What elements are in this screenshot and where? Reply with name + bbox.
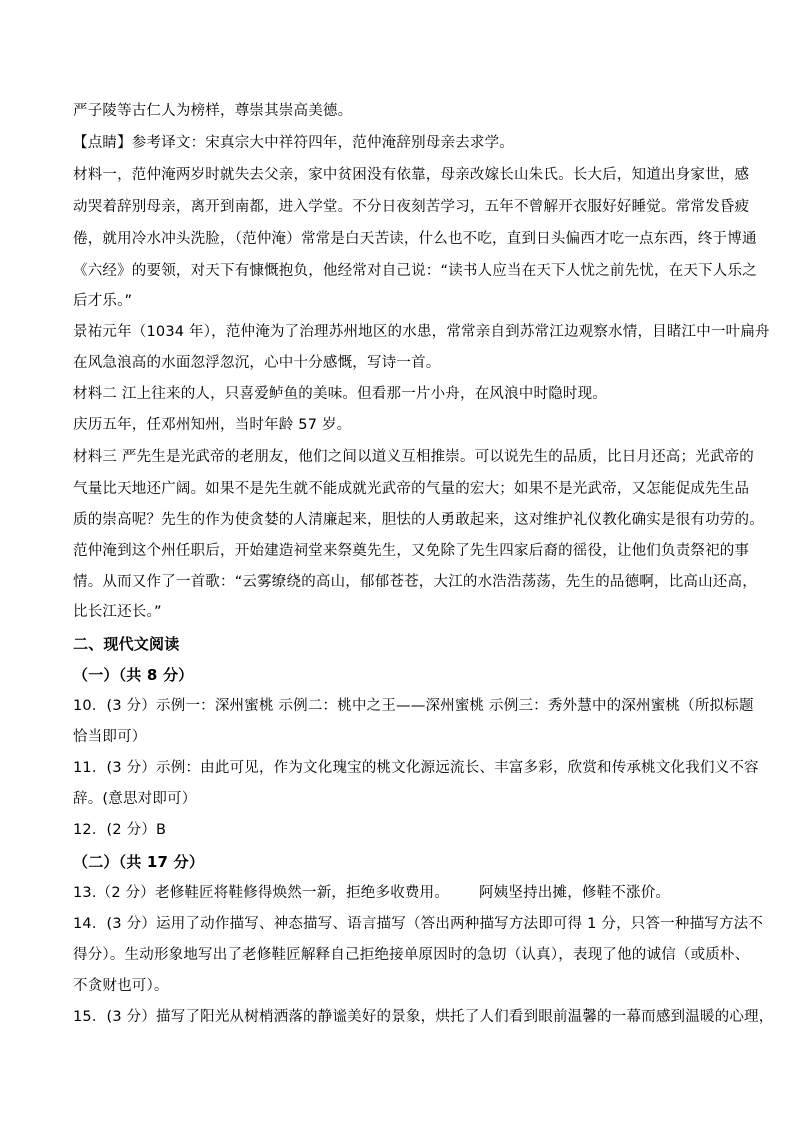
text-line: 范仲淹到这个州任职后，开始建造祠堂来祭奠先生，又免除了先生四家后裔的徭役，让他们负责祭祀的事 bbox=[73, 543, 750, 559]
text-line: 情。从而又作了一首歌：“云雾缭绕的高山，郁郁苍苍，大江的水浩浩荡荡，先生的品德啊，比高山还高， bbox=[73, 574, 757, 590]
text-line: 后才乐。” bbox=[73, 293, 133, 309]
text-line: 动哭着辞别母亲，离开到南都，进入学堂。不分日夜刻苦学习，五年不曾解开衣服好好睡觉。常常发昏疲 bbox=[73, 199, 750, 215]
text-line: 材料二 江上往来的人，只喜爱鲈鱼的美味。但看那一片小舟，在风浪中时隐时现。 bbox=[73, 386, 608, 402]
text-line: 庆历五年，任邓州知州，当时年龄 57 岁。 bbox=[73, 417, 352, 433]
text-line: 【点睛】参考译文：宋真宗大中祥符四年，范仲淹辞别母亲去求学。 bbox=[73, 135, 514, 151]
answer-line: 得分）。生动形象地写出了老修鞋匠解释自己拒绝接单原因时的急切（认真），表现了他的诚信（或质朴、 bbox=[73, 947, 750, 963]
answer-line: 11．(3 分）示例：由此可见，作为文化瑰宝的桃文化源远流长、丰富多彩，欣赏和传承桃文化我们义不容 bbox=[73, 760, 759, 776]
subsection-heading: （二）（共 17 分） bbox=[73, 853, 205, 871]
answer-line: 15．(3 分）描写了阳光从树梢洒落的静谧美好的景象，烘托了人们看到眼前温馨的一幕而感到温暖的心理， bbox=[73, 1009, 774, 1025]
text-line: 比长江还长。” bbox=[73, 604, 162, 620]
answer-line: 恰当即可） bbox=[73, 729, 147, 745]
text-line: 景祐元年（1034 年），范仲淹为了治理苏州地区的水患，常常亲自到苏常江边观察水情，目睹江中一叶扁舟 bbox=[73, 324, 770, 340]
text-line: 气量比天地还广阔。如果不是先生就不能成就光武帝的气量的宏大；如果不是光武帝，又怎能促成先生品 bbox=[73, 481, 750, 497]
section-heading: 二、现代文阅读 bbox=[73, 635, 180, 653]
subsection-heading: （一）（共 8 分） bbox=[73, 666, 194, 684]
answer-line: 10．(3 分）示例一：深州蜜桃 示例二：桃中之王——深州蜜桃 示例三：秀外慧中的深州蜜桃（所拟标题 bbox=[73, 698, 754, 714]
answer-line: 12．(2 分）B bbox=[73, 822, 167, 838]
text-line: 在风急浪高的水面忽浮忽沉，心中十分感慨，写诗一首。 bbox=[73, 355, 441, 371]
answer-line: 14．(3 分）运用了动作描写、神态描写、语言描写（答出两种描写方法即可得 1 分，只答一种描写方法不 bbox=[73, 916, 764, 932]
text-line: 材料一，范仲淹两岁时就失去父亲，家中贫困没有依靠，母亲改嫁长山朱氏。长大后，知道出身家世，感 bbox=[73, 167, 750, 183]
answer-line: 不贪财也可）。 bbox=[73, 978, 169, 994]
answer-part: 阿姨坚持出摊，修鞋不涨价。 bbox=[479, 885, 671, 901]
answer-part: 13.（2 分）老修鞋匠将鞋修得焕然一新，拒绝多收费用。 bbox=[73, 885, 449, 901]
answer-line: 辞。(意思对即可） bbox=[73, 791, 197, 807]
text-line: 严子陵等古仁人为榜样，尊崇其崇高美德。 bbox=[73, 103, 353, 119]
text-line: 质的崇高呢？先生的作为使贪婪的人清廉起来，胆怯的人勇敢起来，这对维护礼仪教化确实是很有功劳的。 bbox=[73, 512, 764, 528]
text-line: 材料三 严先生是光武帝的老朋友，他们之间以道义互相推崇。可以说先生的品质，比日月还高；光武帝的 bbox=[73, 449, 755, 465]
answer-line bbox=[73, 883, 733, 903]
text-line: 《六经》的要领，对天下有慷慨抱负，他经常对自己说：“读书人应当在天下人忧之前先忧，在天下人乐之 bbox=[73, 263, 757, 279]
text-line: 倦，就用冷水冲头洗脸，（范仲淹）常常是白天苦读，什么也不吃，直到日头偏西才吃一点东西，终于博通 bbox=[73, 231, 757, 247]
